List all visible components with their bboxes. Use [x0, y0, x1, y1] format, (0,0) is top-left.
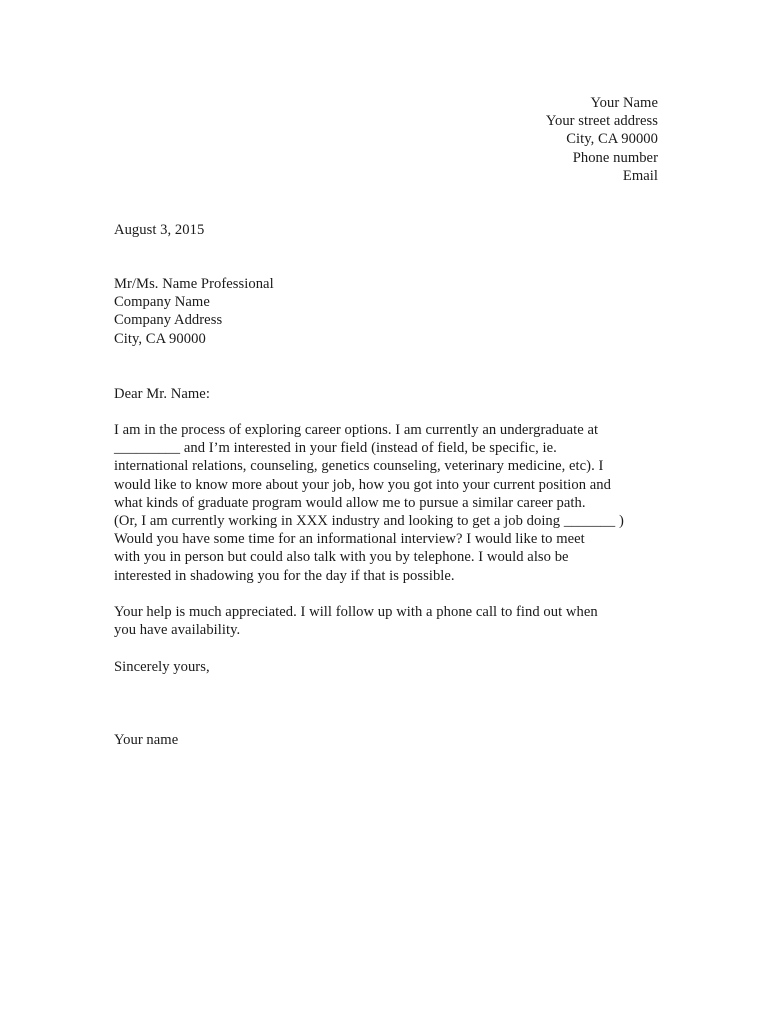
body-paragraph-2 — [114, 603, 598, 639]
signature-name: Your name — [114, 732, 179, 748]
recipient-address: Company Address — [114, 312, 223, 329]
sender-street: Your street address — [545, 113, 658, 130]
recipient-city: City, CA 90000 — [114, 330, 206, 347]
paragraph-line: _________ and I’m interested in your field (instead of field, be specific, ie. — [114, 440, 557, 457]
sender-phone: Phone number — [572, 149, 658, 166]
paragraph-line: what kinds of graduate program would allow me to pursue a similar career path. — [114, 494, 586, 511]
paragraph-line: I am in the process of exploring career options. I am currently an undergraduate at — [114, 422, 599, 438]
recipient-company: Company Name — [114, 294, 210, 311]
closing: Sincerely yours, — [114, 659, 210, 675]
sender-name: Your Name — [590, 95, 658, 111]
sender-email: Email — [622, 167, 658, 184]
paragraph-line: you have availability. — [114, 622, 241, 639]
recipient-block — [114, 275, 274, 348]
sender-block — [546, 94, 658, 185]
paragraph-line: international relations, counseling, genetics counseling, veterinary medicine, etc). I — [114, 458, 604, 475]
letter-date: August 3, 2015 — [114, 222, 205, 238]
recipient-name: Mr/Ms. Name Professional — [114, 276, 274, 292]
salutation: Dear Mr. Name: — [114, 386, 210, 402]
paragraph-line: Would you have some time for an informational interview? I would like to meet — [114, 531, 585, 548]
paragraph-line: with you in person but could also talk with you by telephone. I would also be — [114, 549, 569, 566]
paragraph-line: (Or, I am currently working in XXX industry and looking to get a job doing _______ ) — [114, 513, 624, 530]
paragraph-line: Your help is much appreciated. I will follow up with a phone call to find out when — [114, 604, 598, 620]
sender-city: City, CA 90000 — [566, 131, 658, 148]
paragraph-line: interested in shadowing you for the day if that is possible. — [114, 567, 455, 584]
body-paragraph-1 — [114, 421, 624, 585]
paragraph-line: would like to know more about your job, how you got into your current position and — [114, 476, 611, 493]
